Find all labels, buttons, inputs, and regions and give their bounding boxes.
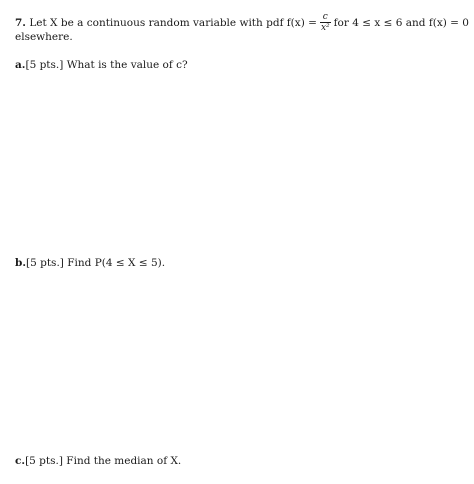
part-b	[15, 256, 165, 270]
part-text: Find P(4 ≤ X ≤ 5).	[67, 257, 166, 269]
question-continuation: elsewhere.	[15, 31, 73, 43]
part-label: b.	[15, 257, 26, 269]
part-text: What is the value of c?	[66, 59, 188, 71]
part-label: a.	[15, 59, 26, 71]
part-points: [5 pts.]	[26, 257, 64, 269]
question-number: 7.	[15, 16, 26, 29]
part-text: Find the median of X.	[66, 455, 182, 467]
part-points: [5 pts.]	[25, 59, 64, 71]
question-statement	[15, 12, 469, 33]
part-label: c.	[15, 455, 26, 467]
fraction-numerator: c	[322, 12, 328, 22]
fraction-denominator: x²	[320, 23, 330, 33]
question-intro: Let X be a continuous random variable with pdf f(x) =	[29, 16, 317, 29]
part-a	[15, 58, 188, 72]
part-points: [5 pts.]	[25, 455, 63, 467]
question-condition: for 4 ≤ x ≤ 6 and f(x) = 0	[333, 16, 469, 29]
pdf-fraction	[320, 12, 331, 33]
part-c	[15, 454, 181, 468]
